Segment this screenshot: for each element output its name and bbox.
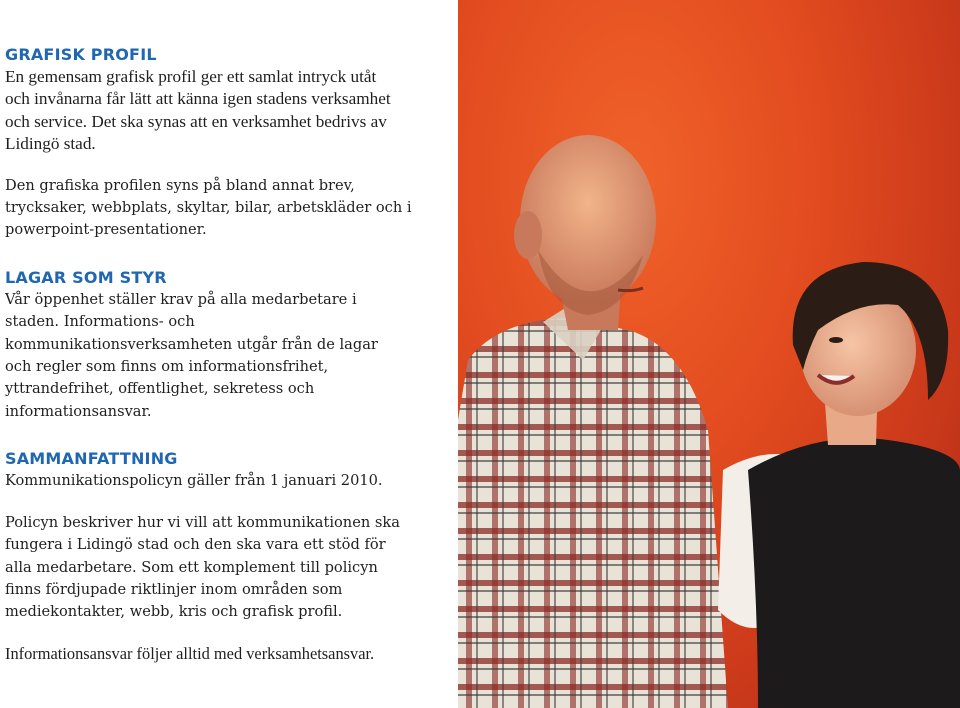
- paragraph: Policyn beskriver hur vi vill att kommunikationen ska fungera i Lidingö stad och den ska vara ett stöd för alla medarbetare. Som ett komplement till policyn finns fördjupade riktlinjer inom områden som mediekontakter, webb, kris och grafisk profil.: [5, 513, 400, 621]
- paragraph: Vår öppenhet ställer krav på alla medarbetare i staden. Informations- och kommunikationsverksamheten utgår från de lagar och regler som finns om informationsfrihet, yttrandefrihet, offentlighet, sekretess och informationsansvar.: [5, 290, 378, 420]
- black-top: [748, 438, 960, 708]
- text-column: [5, 44, 450, 665]
- section-heading-grafisk-profil: GRAFISK PROFIL: [5, 45, 157, 64]
- paragraph: Informationsansvar följer alltid med verksamhetsansvar.: [5, 643, 375, 663]
- photo-two-people: [458, 0, 960, 708]
- paragraph: En gemensam grafisk profil ger ett samlat intryck utåt och invånarna får lätt att känna igen stadens verksamhet och service. Det ska synas att en verksamhet bedrivs av Lidingö stad.: [5, 67, 391, 154]
- section-heading-sammanfattning: SAMMANFATTNING: [5, 449, 178, 469]
- plaid-shirt: [458, 318, 728, 708]
- paragraph: Kommunikationspolicyn gäller från 1 januari 2010.: [5, 472, 383, 490]
- section-heading-lagar-som-styr: LAGAR SOM STYR: [5, 267, 167, 287]
- man-head: [520, 135, 656, 305]
- paragraph: Den grafiska profilen syns på bland annat brev, trycksaker, webbplats, skyltar, bilar, arbetskläder och i powerpoint-presentationer.: [5, 176, 412, 239]
